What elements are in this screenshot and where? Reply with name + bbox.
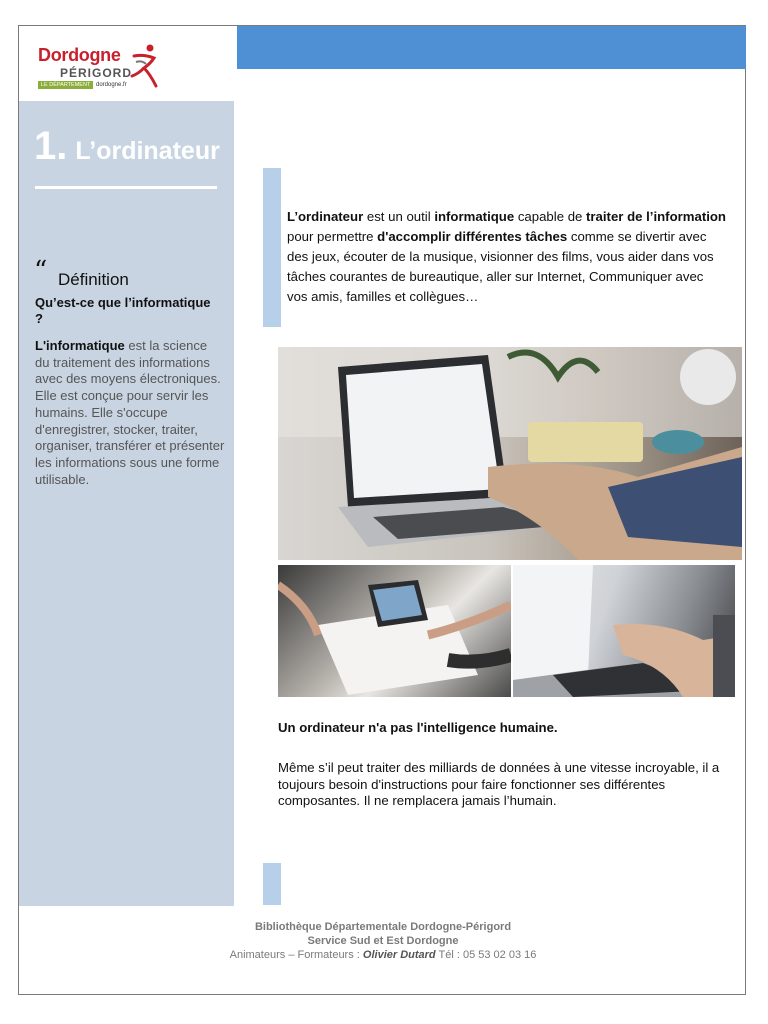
header-bar (237, 26, 746, 69)
footer-phone: Tél : 05 53 02 03 16 (435, 949, 537, 961)
main-paragraph: Même s’il peut traiter des milliards de données à une vitesse incroyable, il a toujours besoin d'instructions pour faire fonctionner ses différentes composantes. Il ne remplacera jamais l’humain. (278, 760, 720, 808)
no-intelligence-heading: Un ordinateur n'a pas l'intelligence humaine. (278, 720, 558, 735)
dancer-icon (130, 42, 160, 88)
quote-icon: “ (34, 256, 48, 286)
footer-line2: Service Sud et Est Dordogne (307, 935, 459, 947)
logo-line1: Dordogne (38, 45, 121, 65)
definition-text: est la science du traitement des informations avec des moyens électroniques. Elle est conçue pour servir les humains. Elle s'occupe d'enregistrer, stocker, traiter, organiser, transférer et présenter les informations sous une forme utilisable. (35, 338, 225, 487)
section-title (34, 124, 220, 169)
intro-bold: informatique (434, 209, 515, 224)
footer-line1: Bibliothèque Départementale Dordogne-Périgord (254, 921, 512, 933)
intro-text: est un outil (363, 209, 435, 224)
definition-heading: Définition (58, 270, 129, 289)
laptop-photo (278, 347, 742, 560)
section-underline (35, 186, 217, 189)
sidebar-panel (19, 101, 234, 906)
definition-body (35, 338, 225, 488)
footer-line3 (19, 948, 747, 962)
intro-paragraph (287, 207, 727, 307)
dordogne-logo (34, 42, 164, 92)
definition-question: Qu’est-ce que l’informatique ? (35, 295, 211, 326)
accent-bar-bottom (263, 863, 281, 905)
accent-bar-top (263, 168, 281, 327)
intro-bold: traiter de l’information (586, 209, 726, 224)
definition-term: L'informatique (35, 338, 125, 353)
footer-prefix: Animateurs – Formateurs : (229, 949, 363, 961)
typing-photo (513, 565, 735, 697)
intro-term: L’ordinateur (287, 209, 364, 224)
intro-text: pour permettre (287, 229, 378, 244)
logo-url: dordogne.fr (96, 82, 127, 88)
team-photo (278, 565, 511, 697)
section-number: 1. (34, 124, 68, 168)
intro-bold: d'accomplir différentes tâches (377, 229, 568, 244)
footer (19, 920, 747, 962)
intro-text: comme se divertir avec des jeux, écouter de la musique, visionner des films, vous aider dans vos tâches courantes de bureautique, aller sur Internet, Communiquer avec vos amis, familles et collègues… (287, 229, 714, 304)
logo-line2: PÉRIGORD (60, 66, 133, 80)
section-title-text: L’ordinateur (75, 137, 220, 165)
logo-tag: LE DÉPARTEMENT (38, 81, 93, 89)
intro-text: capable de (514, 209, 587, 224)
footer-contact-name: Olivier Dutard (362, 949, 436, 961)
